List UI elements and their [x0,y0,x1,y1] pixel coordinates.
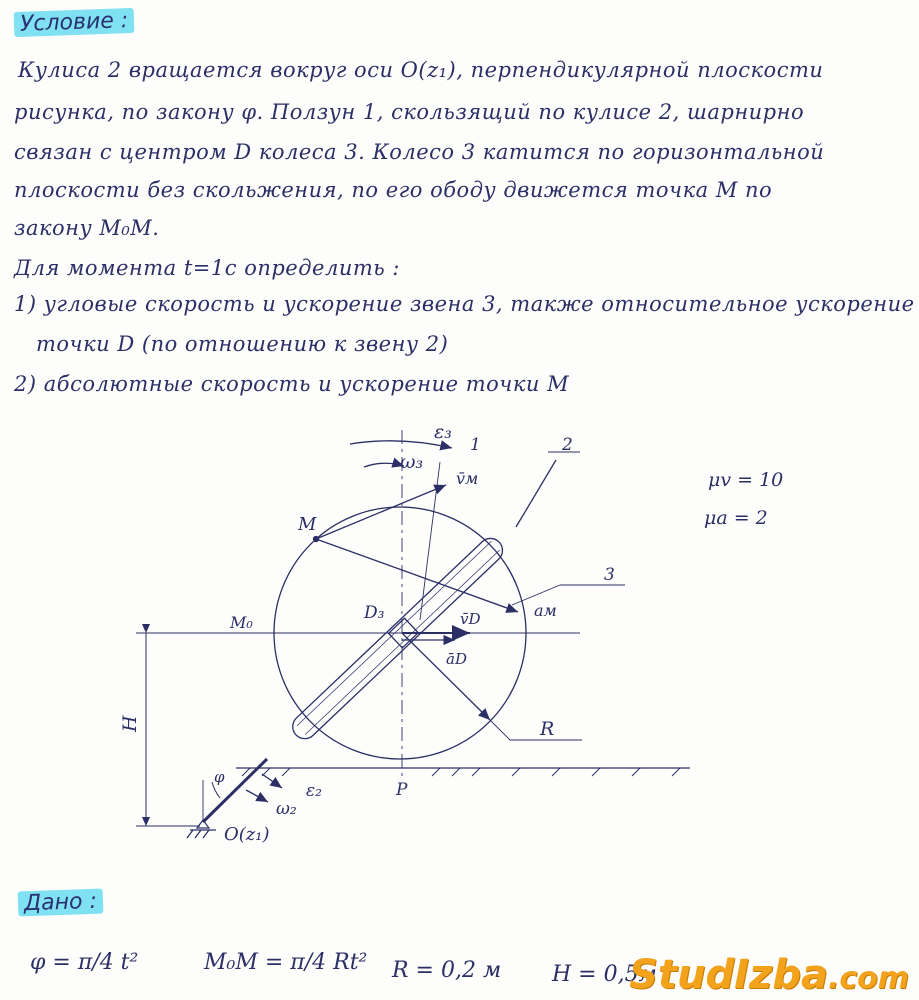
label-vm: v̄м [456,469,479,488]
text-line: 1) угловые скорость и ускорение звена 3, также относительное ускорение [14,292,915,316]
radius-r [402,633,490,720]
omega3-arrow [364,463,404,467]
label-am: aм [534,601,557,620]
given-phi: φ = π/4 t² [30,950,139,975]
label-eps2: ε₂ [306,781,322,801]
given-h: H = 0,5м [552,962,657,987]
ground-hatch [242,768,680,776]
label-3: 3 [604,565,615,585]
label-2: 2 [562,435,573,455]
scale-mu-v: μv = 10 [708,469,784,491]
text-line: 2) абсолютные скорость и ускорение точки M [14,372,570,396]
label-omega2: ω₂ [276,799,297,819]
label-1: 1 [470,435,481,455]
given-mom: M₀M = π/4 Rt² [204,950,368,975]
velocity-vm-arrow [316,485,446,539]
heading-given: Дано : [18,889,104,917]
text-line: плоскости без скольжения, по его ободу движется точка M по [14,178,773,202]
label-m0: M₀ [230,613,253,632]
text-line: рисунка, по закону φ. Ползун 1, скользящий по кулисе 2, шарнирно [14,100,805,124]
text-line: Для момента t=1c определить : [14,256,400,280]
text-line: связан с центром D колеса 3. Колесо 3 катится по горизонтальной [14,140,825,164]
label-d3: D₃ [364,603,385,623]
label-phi: φ [214,768,225,786]
accel-am-arrow [316,539,518,612]
given-r: R = 0,2 м [392,958,502,983]
label-vd: v̄D [460,610,481,628]
label-h: H [119,715,141,732]
label-r: R [540,718,555,740]
eps2-arrow [262,774,282,788]
rocker-2 [288,533,508,743]
text-line: закону M₀M. [14,216,160,240]
rod-lower [203,759,267,822]
heading-condition: Условие : [14,8,135,37]
omega2-arrow [246,790,268,802]
text-line: Кулиса 2 вращается вокруг оси O(z₁), перпендикулярной плоскости [18,58,824,82]
label-eps3: ε₃ [434,421,452,443]
label-o: O(z₁) [224,824,270,845]
label-ad: āD [446,650,467,668]
label-p: P [396,780,408,800]
label-m: M [298,514,317,535]
scale-mu-a: μa = 2 [704,507,768,529]
rod-upper [516,460,556,527]
watermark-logo: StudIzba.com [629,952,909,998]
text-line: точки D (по отношению к звену 2) [36,332,449,356]
label-omega3: ω₃ [400,451,424,473]
